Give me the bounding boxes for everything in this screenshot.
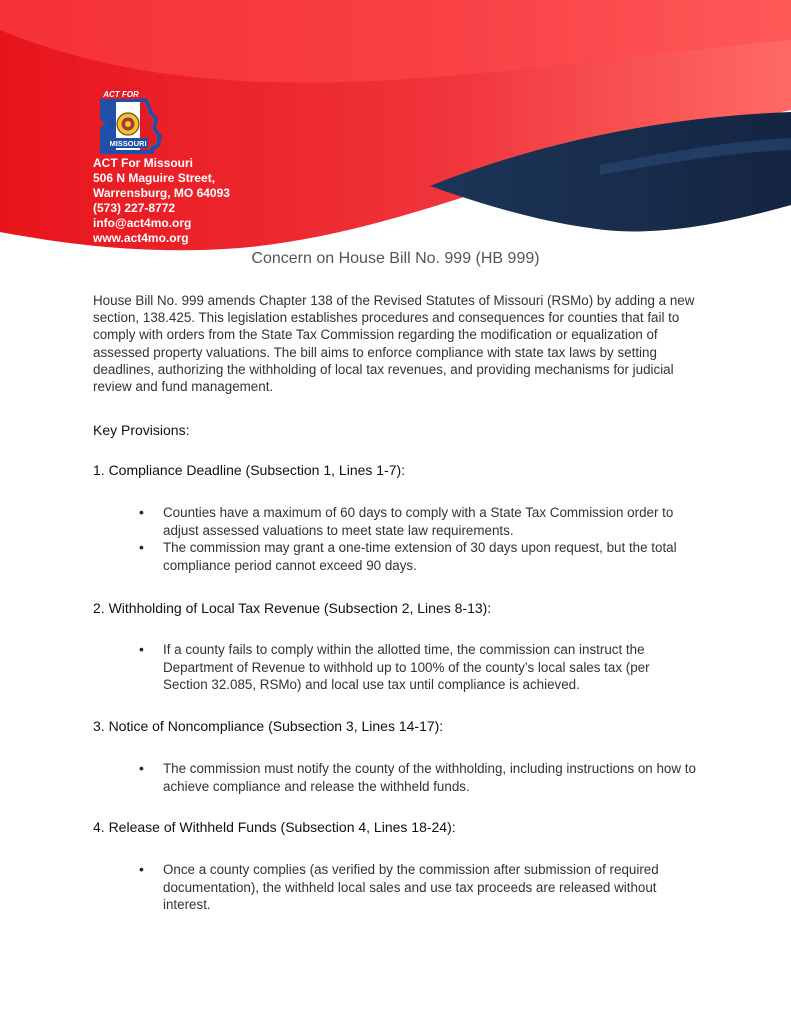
logo-text-top: ACT FOR (103, 90, 139, 99)
list-item: • The commission may grant a one-time extension of 30 days upon request, but the total compliance period cannot exceed 90 days. (137, 539, 697, 574)
section-4-bullets (137, 861, 697, 914)
list-item: • Once a county complies (as verified by the commission after submission of required documentation), the withheld local sales and use tax proceeds are released without interest. (137, 861, 697, 914)
list-item: • If a county fails to comply within the allotted time, the commission can instruct the Department of Revenue to withhold up to 100% of the county’s local sales tax (per Section 32.085, RSMo) and local use tax until compliance is achieved. (137, 641, 697, 694)
section-heading: 4. Release of Withheld Funds (Subsection 4, Lines 18-24): (93, 819, 456, 835)
logo-text-bottom: MISSOURI (109, 139, 147, 148)
section-heading: 3. Notice of Noncompliance (Subsection 3, Lines 14-17): (93, 718, 444, 734)
org-city: Warrensburg, MO 64093 (93, 186, 230, 200)
section-heading: 1. Compliance Deadline (Subsection 1, Lines 1-7): (93, 462, 406, 478)
section-3-bullets (137, 760, 697, 795)
document-title: Concern on House Bill No. 999 (HB 999) (251, 250, 540, 267)
section-2-bullets (137, 641, 697, 694)
list-item: • The commission must notify the county of the withholding, including instructions on how to achieve compliance and release the withheld funds. (137, 760, 697, 795)
list-item: • Counties have a maximum of 60 days to comply with a State Tax Commission order to adjust assessed valuations to meet state law requirements. (137, 504, 697, 539)
key-provisions-heading: Key Provisions: (93, 422, 190, 438)
document-body (93, 292, 698, 395)
organization-contact (93, 156, 230, 246)
act-for-missouri-logo (94, 88, 168, 160)
intro-paragraph: House Bill No. 999 amends Chapter 138 of the Revised Statutes of Missouri (RSMo) by adding a new section, 138.425. This legislation establishes procedures and consequences for counties that fail to comply with orders from the State Tax Commission regarding the modification or equalization of assessed property valuations. The bill aims to enforce compliance with state tax laws by setting deadlines, authorizing the withholding of local tax revenues, and providing mechanisms for judicial review and fund management. (93, 293, 695, 395)
org-phone: (573) 227-8772 (93, 201, 176, 215)
org-name: ACT For Missouri (93, 156, 194, 170)
org-website[interactable]: www.act4mo.org (93, 231, 189, 245)
org-email[interactable]: info@act4mo.org (93, 216, 192, 230)
section-heading: 2. Withholding of Local Tax Revenue (Subsection 2, Lines 8-13): (93, 600, 492, 616)
section-1-bullets (137, 504, 697, 574)
org-street: 506 N Maguire Street, (93, 171, 216, 185)
